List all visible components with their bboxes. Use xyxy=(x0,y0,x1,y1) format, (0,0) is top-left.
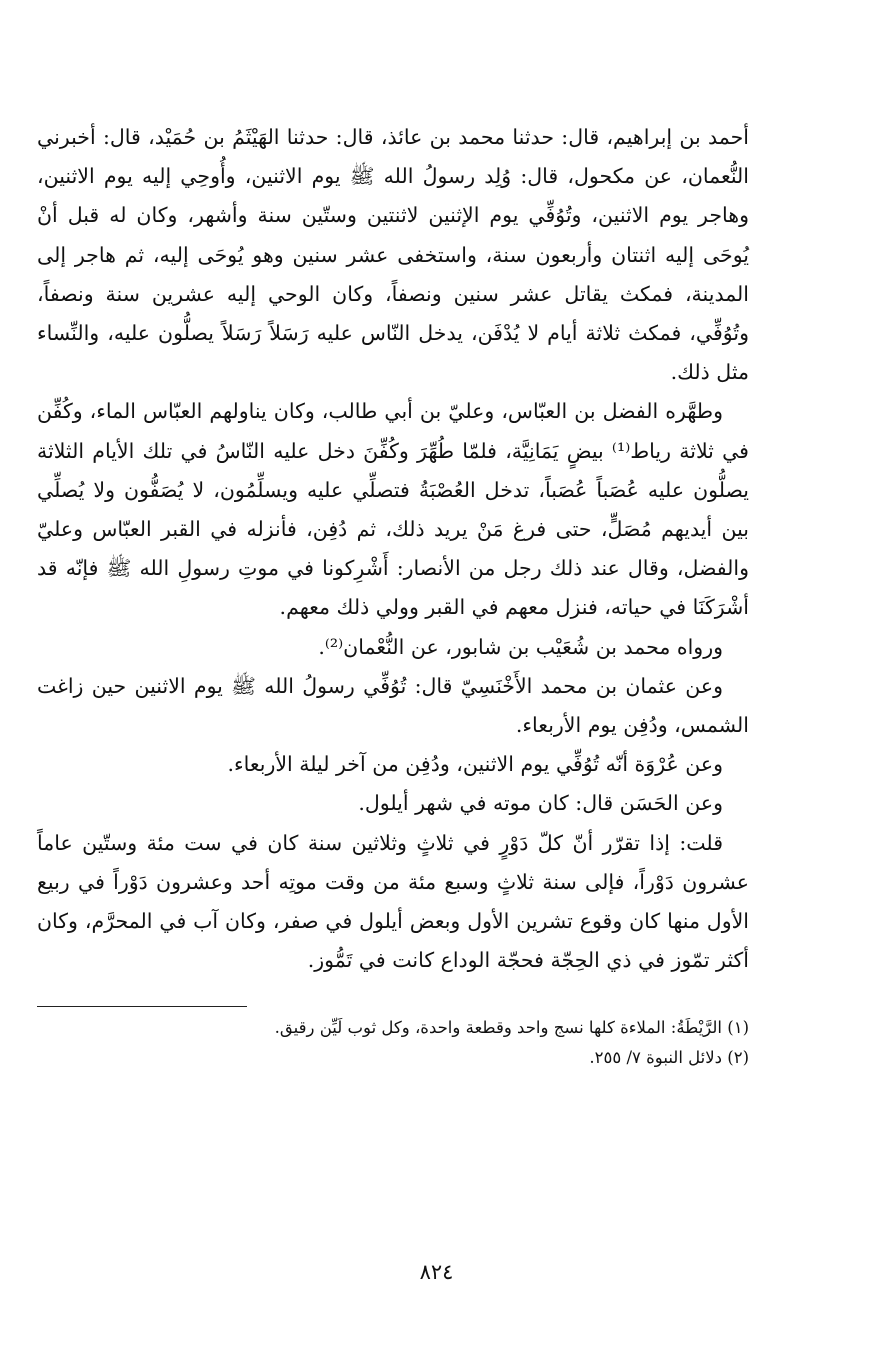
page-number: ٨٢٤ xyxy=(419,1260,454,1284)
paragraph: أحمد بن إبراهيم، قال: حدثنا محمد بن عائذ، قال: حدثنا الهَيْثَمُ بن حُمَيْد، قال: أخبرني النُّعمان، عن مكحول، قال: وُلِد رسولُ الله ﷺ يوم الاثنين، وأُوحِي إليه يوم الاثنين، وهاجر يوم الاثنين، وتُوُفِّي يوم الإثنين لاثنتين وستّين سنة وأشهر، وكان له قبل أنْ يُوحَى إليه اثنتان وأربعون سنة، واستخفى عشر سنين وهو يُوحَى إليه، ثم هاجر إلى المدينة، فمكث يقاتل عشر سنين ونصفاً، وكان الوحي إليه عشرين سنة ونصفاً، وتُوُفِّي، فمكث ثلاثة أيام لا يُدْفَن، يدخل النّاس عليه رَسَلاً رَسَلاً يصلُّون عليه، والنِّساء مثل ذلك. xyxy=(37,125,749,385)
footnote-divider xyxy=(37,1006,247,1007)
footnotes xyxy=(37,1013,749,1073)
footnote: (١) الرَّيْطَةُ: الملاءة كلها نسج واحد وقطعة واحدة، وكل ثوب لَيِّن رقيق. xyxy=(274,1018,749,1038)
page-content xyxy=(37,118,749,1073)
paragraph: وعن عثمان بن محمد الأَخْنَسِيّ قال: تُوُفِّي رسولُ الله ﷺ يوم الاثنين حين زاغت الشمس، ودُفِن يوم الأربعاء. xyxy=(37,673,749,738)
footnote: (٢) دلائل النبوة ٧/ ٢٥٥. xyxy=(589,1048,749,1068)
main-text xyxy=(37,118,749,980)
paragraph: قلت: إذا تقرّر أنّ كلّ دَوْرٍ في ثلاثٍ وثلاثين سنة كان في ست مئة وستّين عاماً عشرون دَوْراً، فإلى سنة ثلاثٍ وسبع مئة من وقت موتِه أحد وعشرون دَوْراً في ربيع الأول منها كان وقوع تشرين الأول وبعض أيلول في صفر، وكان آب في المحرَّم، وكان أكثر تمّوز في ذي الحِجّة فحجّة الوداع كانت في تَمُّوز. xyxy=(37,830,749,973)
paragraph: ورواه محمد بن شُعَيْب بن شابور، عن النُّعْمان⁽²⁾. xyxy=(318,634,723,659)
paragraph: وعن الحَسَن قال: كان موته في شهر أيلول. xyxy=(358,791,723,816)
paragraph: وطهَّره الفضل بن العبّاس، وعليّ بن أبي طالب، وكان يناولهم العبّاس الماء، وكُفِّن في ثلاثة رياط⁽¹⁾ بيضٍ يَمَانِيَّة، فلمّا طُهِّرَ وكُفِّنَ دخل عليه النّاسُ في تلك الأيام الثلاثة يصلُّون عليه عُصَباً عُصَباً، تدخل العُصْبَةُ فتصلِّي عليه ويسلِّمُون، لا يُصَفُّون ولا يُصلِّي بين أيديهم مُصَلٍّ، حتى فرغ مَنْ يريد ذلك، ثم دُفِن، فأنزله في القبر العبّاس وعليّ والفضل، وقال عند ذلك رجل من الأنصار: أَشْرِكونا في موتِ رسولِ الله ﷺ فإنّه قد أشْرَكَنَا في حياته، فنزل معهم في القبر وولي ذلك معهم. xyxy=(37,399,749,620)
paragraph: وعن عُرْوَة أنّه تُوُفِّي يوم الاثنين، ودُفِن من آخر ليلة الأربعاء. xyxy=(227,752,723,777)
